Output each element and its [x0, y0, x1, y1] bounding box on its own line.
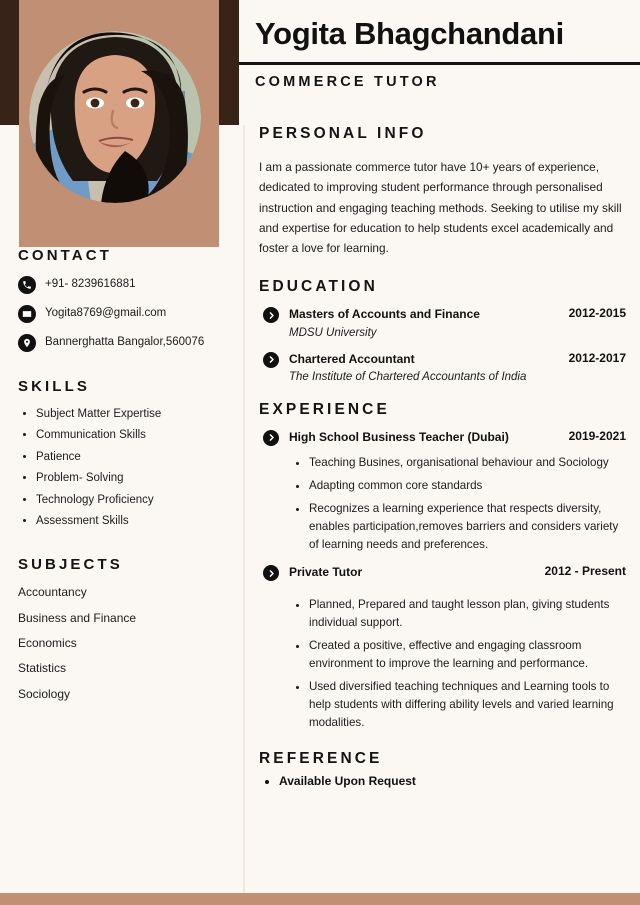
list-item: • Used diversified teaching techniques and Learning tools to help students with differing ability levels and varied learning modalities.	[309, 678, 626, 732]
education-title: EDUCATION	[259, 278, 378, 296]
contact-section	[18, 247, 225, 352]
list-item: • Patience	[36, 450, 225, 464]
experience-role: Private Tutor	[289, 565, 363, 579]
list-item: • Adapting common core standards	[309, 477, 626, 495]
list-item: Statistics	[18, 661, 67, 676]
list-item: • Problem- Solving	[36, 471, 225, 485]
personal-info-text: I am a passionate commerce tutor have 10+ years of experience, dedicated to improving student performance through personalised instruction and engaging teaching methods. Seeking to utilise my skill and expertise for education to help students excel academically and foster a love for learning.	[259, 160, 622, 256]
skills-section	[18, 378, 225, 528]
list-item: Business and Finance	[18, 610, 137, 625]
experience-bullets	[289, 454, 626, 554]
list-item: • Teaching Busines, organisational behaviour and Sociology	[309, 454, 626, 472]
list-item: • Assessment Skills	[36, 514, 225, 528]
list-item: • Communication Skills	[36, 428, 225, 442]
list-item: Accountancy	[18, 585, 87, 600]
experience-entry	[259, 429, 626, 554]
reference-list	[259, 774, 626, 788]
subjects-section	[18, 556, 225, 701]
job-title: COMMERCE TUTOR	[255, 74, 440, 90]
contact-address-value: Bannerghatta Bangalor,560076	[45, 336, 205, 349]
experience-section	[259, 401, 626, 732]
footer-accent-bar	[0, 893, 640, 905]
contact-item-email[interactable]	[18, 305, 225, 323]
skills-section-title: SKILLS	[18, 378, 90, 395]
resume-header	[239, 0, 640, 125]
phone-icon	[18, 276, 36, 294]
education-date: 2012-2017	[568, 350, 626, 365]
chevron-right-icon	[263, 565, 279, 581]
sidebar	[0, 247, 243, 712]
subjects-section-title: SUBJECTS	[18, 556, 123, 574]
skills-list	[18, 407, 225, 528]
avatar	[29, 31, 201, 203]
chevron-right-icon	[263, 430, 279, 446]
experience-date: 2012 - Present	[544, 564, 626, 578]
reference-section	[259, 750, 626, 788]
list-item: • Planned, Prepared and taught lesson plan, giving students individual support.	[309, 596, 626, 632]
list-item: Sociology	[18, 686, 71, 701]
personal-info-section	[259, 125, 626, 258]
contact-email-value: Yogita8769@gmail.com	[45, 307, 167, 320]
experience-bullets	[289, 596, 626, 732]
subjects-list	[18, 585, 225, 701]
list-item: • Created a positive, effective and engaging classroom environment to improve the learning and performance.	[309, 637, 626, 673]
education-entry	[259, 351, 626, 385]
list-item: Economics	[18, 636, 77, 651]
contact-item-address[interactable]	[18, 334, 225, 352]
experience-title: EXPERIENCE	[259, 400, 390, 418]
envelope-icon	[18, 305, 36, 323]
reference-title: REFERENCE	[259, 749, 383, 767]
header-accent-stripe	[220, 0, 239, 125]
chevron-right-icon	[263, 352, 279, 368]
full-name: Yogita Bhagchandani	[255, 16, 564, 51]
location-pin-icon	[18, 334, 36, 352]
education-date: 2012-2015	[568, 306, 626, 321]
personal-info-title: PERSONAL INFO	[259, 125, 427, 142]
list-item: • Subject Matter Expertise	[36, 407, 225, 421]
education-degree: Masters of Accounts and Finance	[289, 307, 480, 322]
contact-section-title: CONTACT	[18, 247, 112, 264]
list-item: • Available Upon Request	[279, 774, 626, 788]
column-divider	[243, 125, 245, 893]
contact-phone-value: +91- 8239616881	[45, 278, 136, 291]
header-divider	[239, 62, 640, 65]
experience-entry	[259, 564, 626, 732]
experience-role: High School Business Teacher (Dubai)	[289, 429, 509, 444]
education-entry	[259, 306, 626, 340]
main-content	[249, 125, 640, 788]
education-institution: The Institute of Chartered Accountants of India	[289, 370, 527, 383]
contact-list	[18, 276, 225, 352]
list-item: • Technology Proficiency	[36, 493, 225, 507]
list-item: • Recognizes a learning experience that respects diversity, enables participation,removes barriers and considers variety of learning needs and preferences.	[309, 500, 626, 554]
chevron-right-icon	[263, 307, 279, 323]
education-institution: MDSU University	[289, 326, 377, 339]
education-degree: Chartered Accountant	[289, 351, 415, 366]
experience-date: 2019-2021	[568, 428, 626, 443]
contact-item-phone[interactable]	[18, 276, 225, 294]
education-section	[259, 278, 626, 385]
